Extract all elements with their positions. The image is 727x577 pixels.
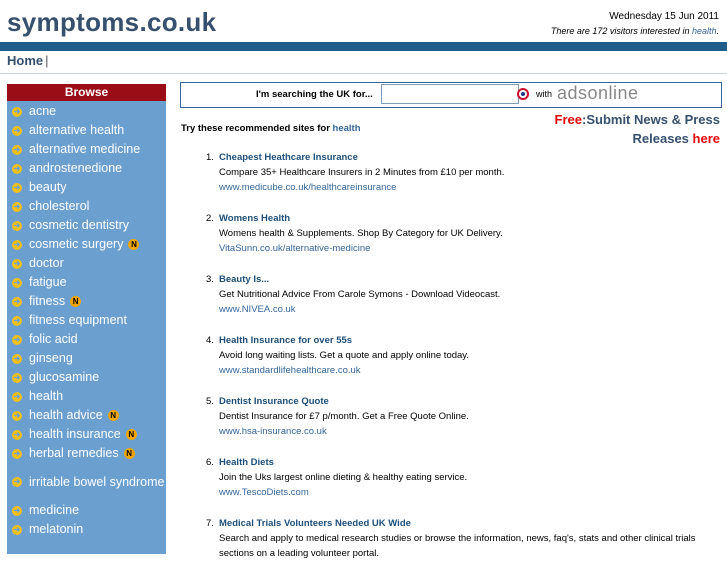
sidebar-item-label: ginseng [29,351,73,365]
result-url-link[interactable]: www.standardlifehealthcare.co.uk [219,365,361,376]
sidebar-item-label: glucosamine [29,370,100,384]
result-url-link[interactable]: www.medicube.co.uk/healthcareinsurance [219,182,397,193]
arrow-right-icon: ➜ [13,448,21,458]
result-number: 3. [206,274,214,285]
arrow-right-icon: ➜ [13,144,21,154]
sidebar-item-label: health advice [29,408,103,422]
arrow-right-icon: ➜ [13,258,21,268]
promo-line1: :Submit News & Press [582,112,720,127]
adsonline-logo: adsonline [557,83,639,103]
sidebar-item-label: cosmetic surgery [29,237,124,251]
result-title-link[interactable]: Medical Trials Volunteers Needed UK Wide [219,518,411,529]
result-description: Search and apply to medical research studies or browse the information, news, faq's, stats and other clinical trials sections on a leading volunteer portal. [219,533,696,559]
current-date: Wednesday 15 Jun 2011 [609,11,719,22]
result-url-link[interactable]: www.TescoDiets.com [219,487,309,498]
result-item [206,333,721,378]
promo-here-link[interactable]: here [692,131,720,146]
result-title-link[interactable]: Womens Health [219,213,291,224]
sidebar-item[interactable] [7,330,166,349]
sidebar-item-label: health insurance [29,427,121,441]
result-item [206,211,721,256]
sidebar-item-label: fatigue [29,275,67,289]
result-description: Avoid long waiting lists. Get a quote and apply online today. [219,350,469,361]
sidebar-item-label: doctor [29,256,64,270]
new-badge: N [128,239,139,250]
arrow-right-icon: ➜ [13,391,21,401]
press-release-promo[interactable] [530,110,720,148]
result-url-link[interactable]: www.hsa-insurance.co.uk [219,426,327,437]
recommended-topic-link[interactable]: health [332,123,361,134]
home-link[interactable]: Home [7,53,44,68]
browse-heading: Browse [7,84,166,101]
sidebar-item[interactable] [7,425,166,444]
results-list [206,150,721,577]
result-number: 2. [206,213,214,224]
sidebar-item-label: androstenedione [29,161,123,175]
new-badge: N [124,448,135,459]
browse-list [7,101,166,539]
arrow-right-icon: ➜ [13,315,21,325]
sidebar-item[interactable] [7,178,166,197]
sidebar-item[interactable] [7,387,166,406]
arrow-right-icon: ➜ [13,106,21,116]
sidebar-item-label: medicine [29,503,80,517]
sidebar-item-label: beauty [29,180,67,194]
sidebar-item[interactable] [7,463,166,501]
arrow-right-icon: ➜ [13,239,21,249]
sidebar-item[interactable] [7,121,166,140]
result-title-link[interactable]: Cheapest Heathcare Insurance [219,152,358,163]
arrow-right-icon: ➜ [13,296,21,306]
result-number: 7. [206,518,214,529]
result-description: Get Nutritional Advice From Carole Symons - Download Videocast. [219,289,501,300]
sidebar-item[interactable] [7,349,166,368]
sidebar-item-label: cosmetic dentistry [29,218,130,232]
breadcrumb-separator: | [45,53,49,68]
arrow-right-icon: ➜ [13,125,21,135]
arrow-right-icon: ➜ [13,372,21,382]
arrow-right-icon: ➜ [13,524,21,534]
target-dot [521,92,525,96]
sidebar-item[interactable] [7,520,166,539]
result-description: Dentist Insurance for £7 p/month. Get a Free Quote Online. [219,411,469,422]
visitor-count-suffix: . [716,26,719,36]
arrow-right-icon: ➜ [13,429,21,439]
sidebar-item-label: melatonin [29,522,84,536]
result-description: Compare 35+ Healthcare Insurers in 2 Minutes from £10 per month. [219,167,505,178]
arrow-right-icon: ➜ [13,277,21,287]
arrow-right-icon: ➜ [13,477,21,486]
arrow-right-icon: ➜ [13,410,21,420]
arrow-right-icon: ➜ [13,163,21,173]
new-badge: N [108,410,119,421]
with-label: with [536,89,553,99]
arrow-right-icon: ➜ [13,220,21,230]
promo-free: Free [554,112,582,127]
sidebar-item[interactable] [7,159,166,178]
result-item [206,272,721,317]
result-item [206,455,721,500]
sidebar-item-label: fitness [29,294,66,308]
sidebar-item-label: fitness equipment [29,313,127,327]
sidebar-item-label: health [29,389,64,403]
sidebar-item-label: alternative medicine [29,142,141,156]
arrow-right-icon: ➜ [13,201,21,211]
promo-line2: Releases [632,131,693,146]
result-number: 6. [206,457,214,468]
sidebar-item[interactable] [7,102,166,121]
sidebar-item-label: acne [29,104,57,118]
result-item [206,150,721,195]
result-description: Womens health & Supplements. Shop By Category for UK Delivery. [219,228,503,239]
sidebar-item[interactable] [7,235,166,254]
search-go-icon[interactable] [517,88,529,100]
recommended-prefix: Try these recommended sites for [181,123,333,134]
arrow-right-icon: ➜ [13,182,21,192]
sidebar-item[interactable] [7,444,166,463]
divider [0,73,727,74]
sidebar-item[interactable] [7,140,166,159]
search-label: I'm searching the UK for... [256,89,373,100]
result-title-link[interactable]: Beauty Is... [219,274,270,285]
visitor-count-text: There are 172 visitors interested in [550,26,692,36]
site-logo[interactable]: symptoms.co.uk [7,7,217,37]
result-description: Join the Uks largest online dieting & healthy eating service. [219,472,468,483]
visitor-count [551,26,719,36]
new-badge: N [70,296,81,307]
result-number: 5. [206,396,214,407]
result-title-link[interactable]: Health Insurance for over 55s [219,335,353,346]
sidebar-item-label: irritable bowel syndrome [29,474,165,489]
result-number: 4. [206,335,214,346]
sidebar-item[interactable] [7,216,166,235]
sidebar-item-label: herbal remedies [29,446,119,460]
sidebar-item[interactable] [7,273,166,292]
arrow-right-icon: ➜ [13,505,21,515]
arrow-right-icon: ➜ [13,353,21,363]
sidebar-item-label: cholesterol [29,199,90,213]
result-item [206,516,721,561]
sidebar-item[interactable] [7,311,166,330]
result-url-link[interactable]: VitaSunn.co.uk/alternative-medicine [219,243,371,254]
result-title-link[interactable]: Health Diets [219,457,274,468]
result-title-link[interactable]: Dentist Insurance Quote [219,396,329,407]
new-badge: N [126,429,137,440]
sidebar-item[interactable] [7,368,166,387]
sidebar-item[interactable] [7,197,166,216]
sidebar-item[interactable] [7,406,166,425]
sidebar-item[interactable] [7,254,166,273]
sidebar-item-label: alternative health [29,123,125,137]
search-panel [180,82,722,108]
visitor-topic-link[interactable]: health [691,26,717,36]
result-url-link[interactable]: www.NIVEA.co.uk [219,304,296,315]
breadcrumb [7,53,49,68]
sidebar-item[interactable] [7,501,166,520]
search-input[interactable] [381,84,519,104]
browse-sidebar [7,84,166,554]
arrow-right-icon: ➜ [13,334,21,344]
result-item [206,394,721,439]
sidebar-item-label: folic acid [29,332,78,346]
sidebar-item[interactable] [7,292,166,311]
recommended-heading [181,123,361,134]
header-bar [0,42,727,51]
result-number: 1. [206,152,214,163]
